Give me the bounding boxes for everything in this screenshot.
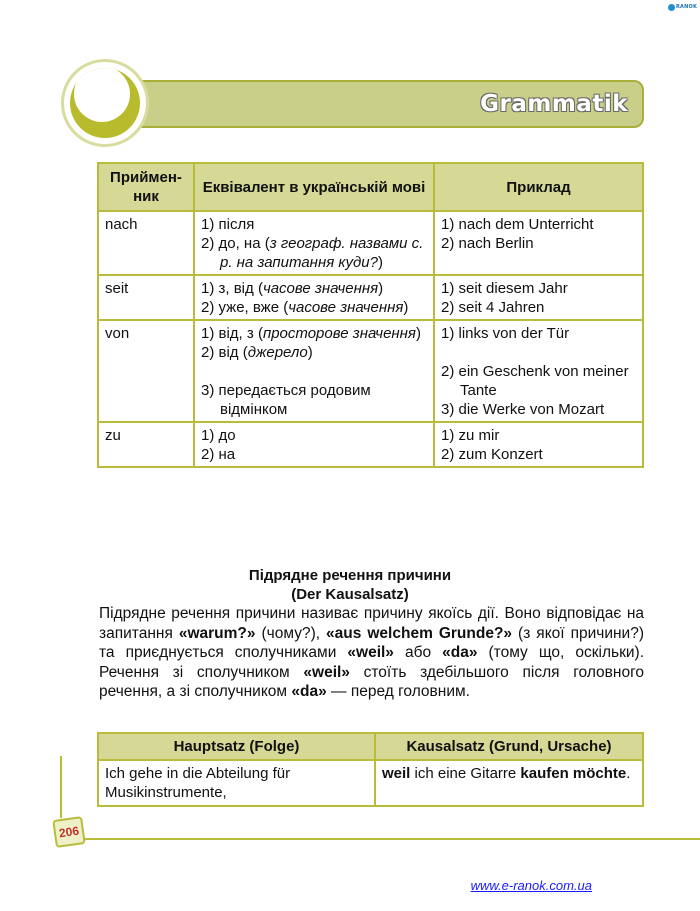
footer-rule <box>78 838 700 840</box>
text-run: kaufen möchte <box>520 765 627 782</box>
text-run: 1) від, з ( <box>201 325 263 342</box>
text-run: «warum?» <box>178 624 256 642</box>
equivalent-item <box>201 298 427 317</box>
table-row <box>98 211 643 275</box>
example-cell <box>434 211 643 275</box>
preposition-cell: von <box>98 320 194 422</box>
text-run: «aus welchem Grunde?» <box>326 624 513 642</box>
equivalent-item <box>201 426 427 445</box>
banner-title: Grammatik <box>480 91 628 117</box>
text-run: просторове значення <box>262 325 416 342</box>
equivalent-cell <box>194 211 434 275</box>
equivalent-cell <box>194 320 434 422</box>
text-run: ich eine Gitarre <box>410 765 521 782</box>
kausalsatz-table <box>97 732 644 807</box>
kausalsatz-cell <box>375 760 643 806</box>
text-run: ) <box>378 280 384 297</box>
equivalent-item <box>201 324 427 343</box>
text-run: з географ. назвами с. р. на запитання куди? <box>220 235 424 271</box>
text-run: 2) уже, вже ( <box>201 299 289 316</box>
text-run: 3) передається родовим відмінком <box>201 382 371 418</box>
table-row <box>98 320 643 422</box>
text-run: «da» <box>442 644 478 661</box>
text-run: «weil» <box>303 663 350 681</box>
table-header-row <box>98 163 643 211</box>
prepositions-table <box>97 162 644 468</box>
preposition-cell: seit <box>98 275 194 320</box>
section-title-line1: Підрядне речення причини <box>248 567 452 584</box>
column-header-hauptsatz: Hauptsatz (Folge) <box>98 733 375 760</box>
example-item: 3) die Werke von Mozart <box>441 401 605 418</box>
example-cell <box>434 422 643 467</box>
example-item: 2) zum Konzert <box>441 446 543 463</box>
example-item: 2) ein Geschenk von meiner Tante <box>441 363 629 399</box>
equivalent-item <box>201 234 427 272</box>
section-paragraph <box>99 604 644 702</box>
crescent-icon <box>70 68 140 138</box>
text-run: ) <box>307 344 313 361</box>
text-run: ) <box>415 325 421 342</box>
margin-rule-vertical <box>60 756 62 818</box>
text-run: 2) до, на ( <box>201 235 270 252</box>
table-row <box>98 422 643 467</box>
logo-dot-icon <box>668 4 675 11</box>
column-header-equivalent: Еквівалент в українській мові <box>194 163 434 211</box>
example-cell <box>434 320 643 422</box>
equivalent-item <box>201 343 427 362</box>
text-run: «weil» <box>347 644 394 661</box>
preposition-cell: nach <box>98 211 194 275</box>
equivalent-cell <box>194 275 434 320</box>
column-header-example: Приклад <box>434 163 643 211</box>
page-number: 206 <box>52 816 86 848</box>
column-header-preposition: Приймен-ник <box>98 163 194 211</box>
table-row <box>98 275 643 320</box>
publisher-link[interactable]: www.e-ranok.com.ua <box>470 878 592 893</box>
example-item: 1) zu mir <box>441 427 500 444</box>
section-title-line2: (Der Kausalsatz) <box>291 586 409 603</box>
text-run: — перед головним. <box>326 683 470 700</box>
equivalent-item <box>201 381 427 419</box>
publisher-logo <box>668 3 698 13</box>
equivalent-item <box>201 279 427 298</box>
section-banner <box>100 80 644 128</box>
example-item: 2) nach Berlin <box>441 235 534 252</box>
example-cell <box>434 275 643 320</box>
preposition-cell: zu <box>98 422 194 467</box>
text-run: «da» <box>291 683 327 700</box>
equivalent-item <box>201 445 427 464</box>
text-run: (чому?), <box>255 624 327 642</box>
example-item: 1) nach dem Unterricht <box>441 216 594 233</box>
text-run: 1) до <box>201 427 236 444</box>
equivalent-cell <box>194 422 434 467</box>
text-run: Підрядне речення причини називає причину якоїсь дії. Воно відповідає на запитання <box>99 605 644 642</box>
example-item: 1) links von der Tür <box>441 325 570 342</box>
column-header-kausalsatz: Kausalsatz (Grund, Ursache) <box>375 733 643 760</box>
text-run: (з якої причини?) та приєднується сполучниками <box>99 624 644 661</box>
table-header-row <box>98 733 643 760</box>
equivalent-item <box>201 215 427 234</box>
logo-text: RANOK <box>676 4 698 10</box>
section-title <box>0 566 700 604</box>
text-run: ) <box>403 299 409 316</box>
table-row <box>98 760 643 806</box>
hauptsatz-cell: Ich gehe in die Abteilung für Musikinstrumente, <box>98 760 375 806</box>
text-run: часове значення <box>288 299 404 316</box>
text-run: 1) з, від ( <box>201 280 263 297</box>
text-run: джерело <box>247 344 308 361</box>
text-run: ) <box>377 254 383 271</box>
text-run: 2) від ( <box>201 344 248 361</box>
text-run: weil <box>382 765 411 782</box>
text-run: стоїть здебільшого після головного речення, а зі сполучником <box>99 663 645 700</box>
text-run: або <box>393 644 443 661</box>
text-run: 2) на <box>201 446 236 463</box>
text-run: . <box>626 765 631 782</box>
example-item: 2) seit 4 Jahren <box>441 299 545 316</box>
text-run: 1) після <box>201 216 255 233</box>
text-run: (тому що, оскільки). Речення зі сполучником <box>99 644 644 681</box>
example-item: 1) seit diesem Jahr <box>441 280 568 297</box>
text-run: часове значення <box>262 280 379 297</box>
